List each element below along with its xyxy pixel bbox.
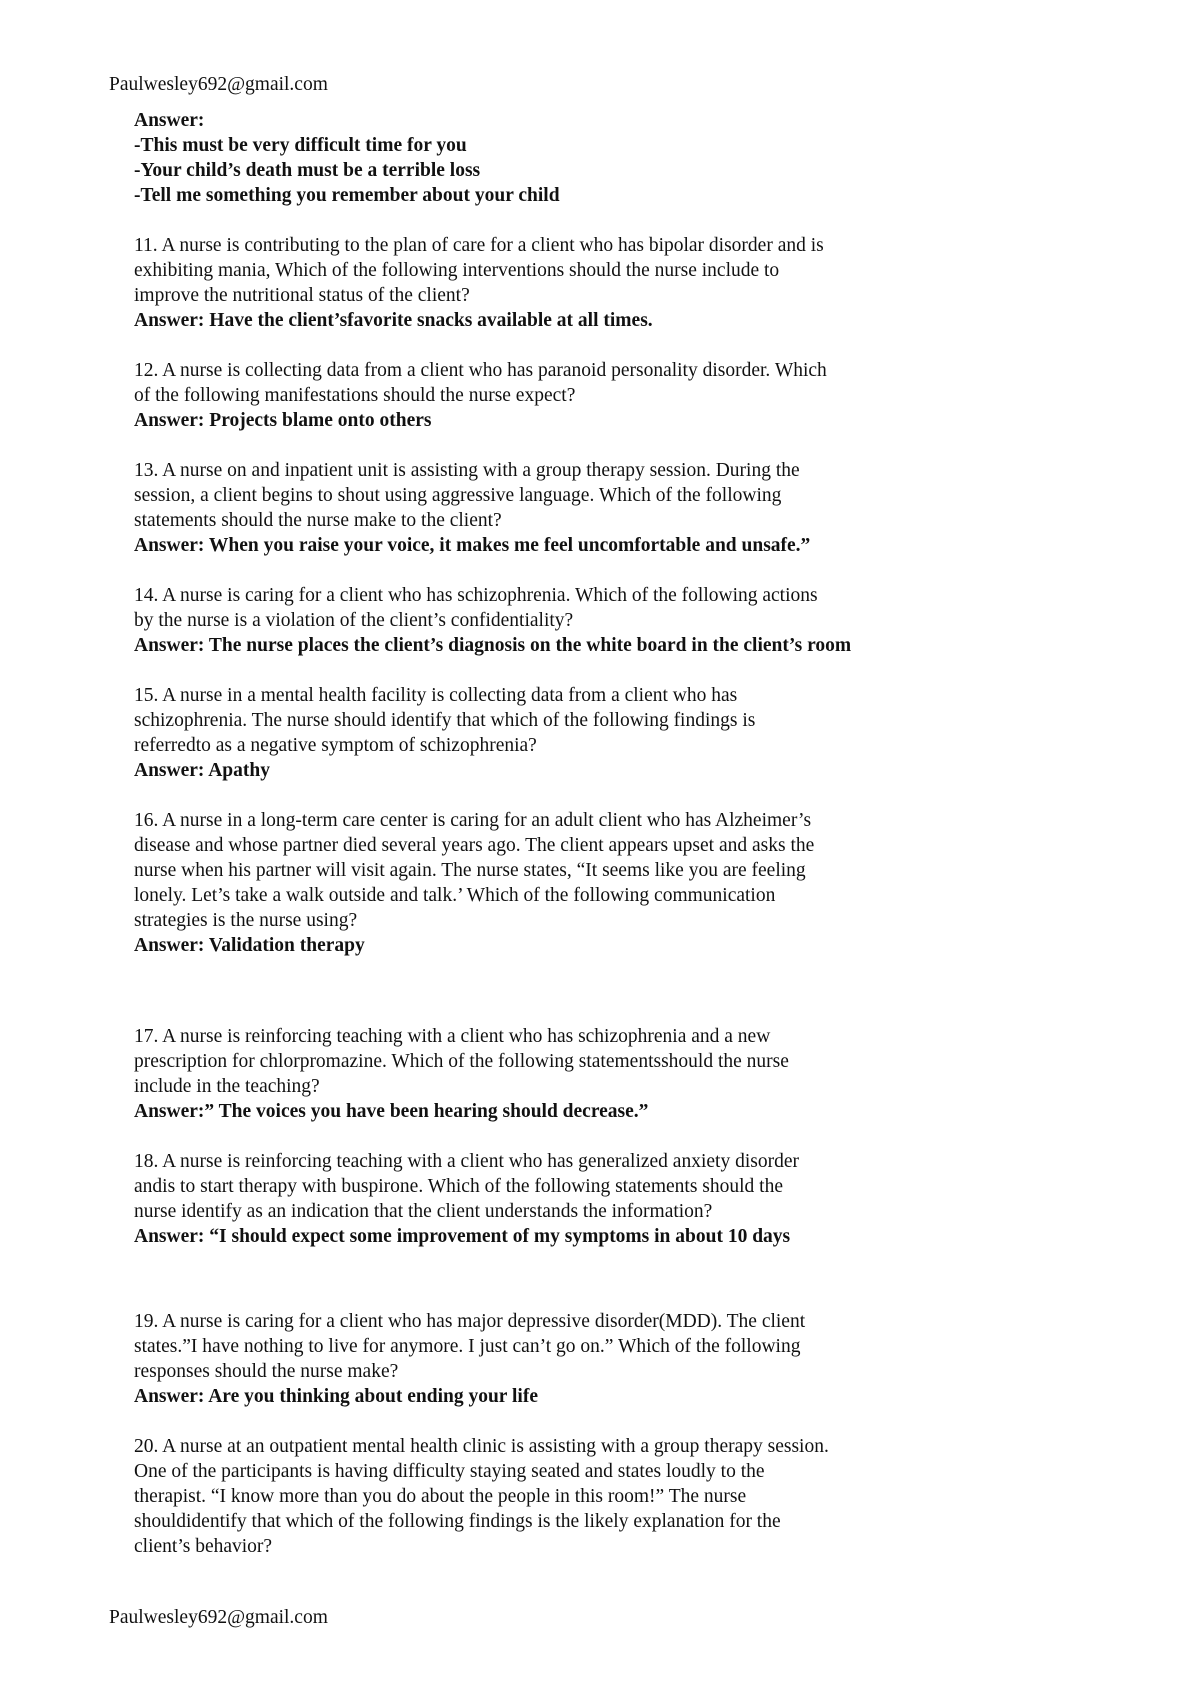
question-14 <box>134 583 964 658</box>
question-15 <box>134 683 964 783</box>
question-line: responses should the nurse make? <box>134 1361 399 1382</box>
question-line: prescription for chlorpromazine. Which of the following statementsshould the nurse <box>134 1051 789 1072</box>
question-line: 13. A nurse on and inpatient unit is assisting with a group therapy session. During the <box>134 460 800 481</box>
question-line: strategies is the nurse using? <box>134 910 358 931</box>
question-line: client’s behavior? <box>134 1536 273 1557</box>
question-line: referredto as a negative symptom of schizophrenia? <box>134 735 537 756</box>
question-line: 14. A nurse is caring for a client who has schizophrenia. Which of the following actions <box>134 585 818 606</box>
question-line: shouldidentify that which of the following findings is the likely explanation for the <box>134 1511 781 1532</box>
question-answer: Answer: “I should expect some improvement of my symptoms in about 10 days <box>134 1226 791 1247</box>
question-line: 12. A nurse is collecting data from a client who has paranoid personality disorder. Which <box>134 360 827 381</box>
question-18 <box>134 1149 964 1249</box>
question-answer: Answer: Are you thinking about ending your life <box>134 1386 538 1407</box>
question-line: 20. A nurse at an outpatient mental health clinic is assisting with a group therapy session. <box>134 1436 829 1457</box>
question-line: by the nurse is a violation of the client’s confidentiality? <box>134 610 574 631</box>
header-email: Paulwesley692@gmail.com <box>109 74 328 95</box>
question-line: schizophrenia. The nurse should identify that which of the following findings is <box>134 710 756 731</box>
answer-option: -Tell me something you remember about your child <box>134 185 560 206</box>
question-line: session, a client begins to shout using aggressive language. Which of the following <box>134 485 782 506</box>
question-answer: Answer: Have the client’sfavorite snacks available at all times. <box>134 310 653 331</box>
question-line: of the following manifestations should the nurse expect? <box>134 385 576 406</box>
question-line: states.”I have nothing to live for anymore. I just can’t go on.” Which of the following <box>134 1336 801 1357</box>
document-body <box>134 108 964 1559</box>
question-line: 15. A nurse in a mental health facility is collecting data from a client who has <box>134 685 738 706</box>
question-12 <box>134 358 964 433</box>
question-line: andis to start therapy with buspirone. Which of the following statements should the <box>134 1176 783 1197</box>
question-line: 17. A nurse is reinforcing teaching with a client who has schizophrenia and a new <box>134 1026 771 1047</box>
question-answer: Answer: Projects blame onto others <box>134 410 432 431</box>
question-line: 16. A nurse in a long-term care center is caring for an adult client who has Alzheimer’s <box>134 810 812 831</box>
question-line: lonely. Let’s take a walk outside and talk.’ Which of the following communication <box>134 885 776 906</box>
question-answer: Answer: When you raise your voice, it makes me feel uncomfortable and unsafe.” <box>134 535 811 556</box>
question-line: 18. A nurse is reinforcing teaching with a client who has generalized anxiety disorder <box>134 1151 799 1172</box>
question-answer: Answer: Apathy <box>134 760 270 781</box>
footer-email: Paulwesley692@gmail.com <box>109 1607 328 1628</box>
question-line: therapist. “I know more than you do about the people in this room!” The nurse <box>134 1486 747 1507</box>
question-line: improve the nutritional status of the client? <box>134 285 470 306</box>
question-line: 11. A nurse is contributing to the plan of care for a client who has bipolar disorder and is <box>134 235 824 256</box>
question-13 <box>134 458 964 558</box>
answer-option: -This must be very difficult time for you <box>134 135 467 156</box>
question-answer: Answer:” The voices you have been hearing should decrease.” <box>134 1101 649 1122</box>
question-17 <box>134 1024 964 1124</box>
question-11 <box>134 233 964 333</box>
question-answer: Answer: Validation therapy <box>134 935 365 956</box>
question-line: exhibiting mania, Which of the following interventions should the nurse include to <box>134 260 780 281</box>
answer-option: -Your child’s death must be a terrible loss <box>134 160 481 181</box>
answer-heading: Answer: <box>134 110 205 131</box>
question-line: statements should the nurse make to the client? <box>134 510 502 531</box>
question-16 <box>134 808 964 958</box>
question-line: disease and whose partner died several years ago. The client appears upset and asks the <box>134 835 815 856</box>
question-line: include in the teaching? <box>134 1076 320 1097</box>
question-answer: Answer: The nurse places the client’s diagnosis on the white board in the client’s room <box>134 635 852 656</box>
question-20 <box>134 1434 964 1559</box>
question-19 <box>134 1309 964 1409</box>
intro-answer <box>134 108 964 208</box>
question-line: nurse when his partner will visit again. The nurse states, “It seems like you are feeling <box>134 860 806 881</box>
question-line: 19. A nurse is caring for a client who has major depressive disorder(MDD). The client <box>134 1311 806 1332</box>
question-line: One of the participants is having difficulty staying seated and states loudly to the <box>134 1461 765 1482</box>
question-line: nurse identify as an indication that the client understands the information? <box>134 1201 713 1222</box>
